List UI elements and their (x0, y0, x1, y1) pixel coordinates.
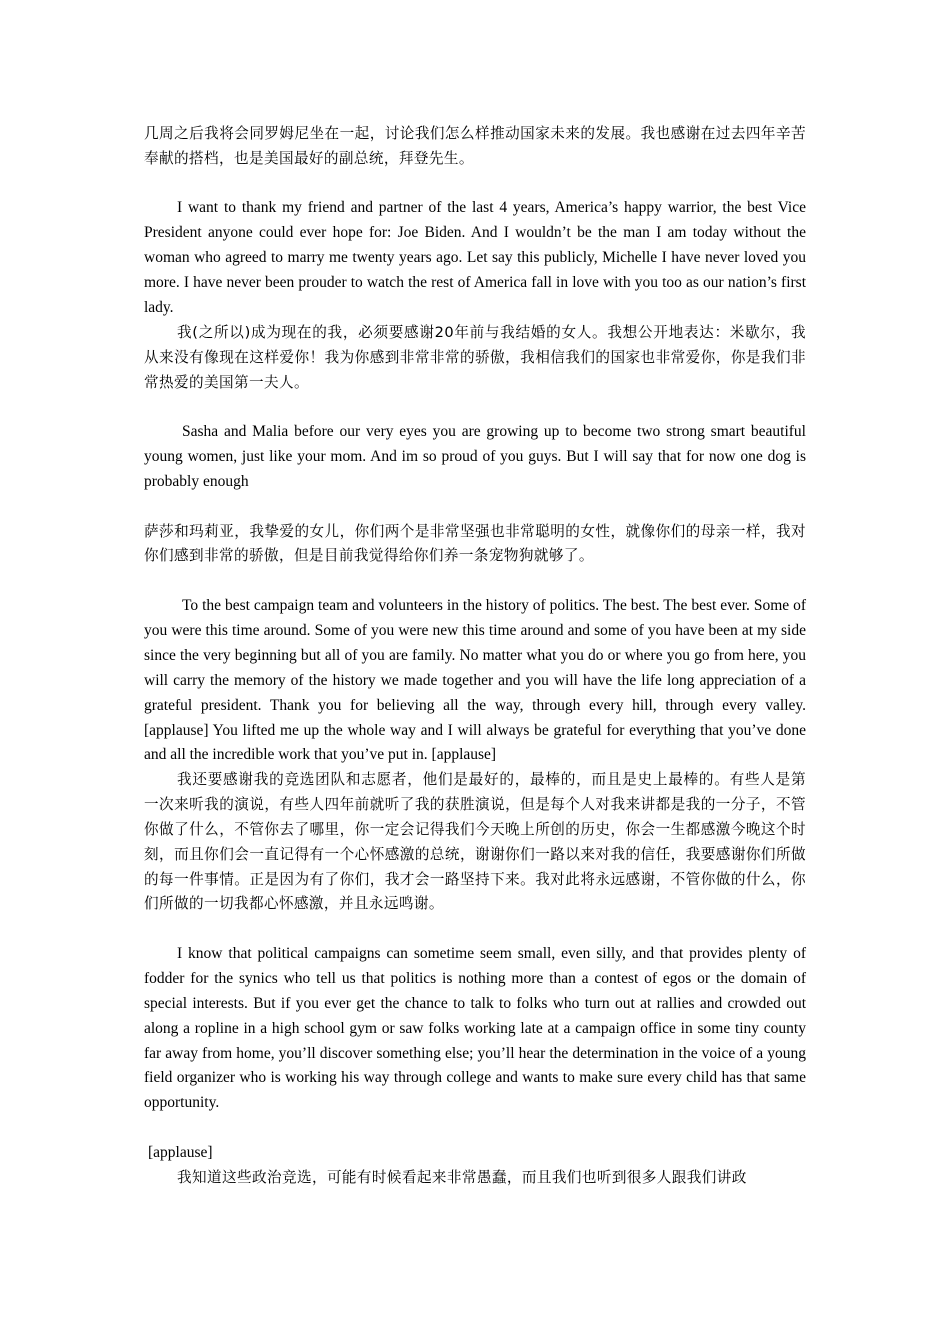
paragraph-zh-7: 我还要感谢我的竞选团队和志愿者，他们是最好的，最棒的，而且是史上最棒的。有些人是第一次来听我的演说，有些人四年前就听了我的获胜演说，但是每个人对我来讲都是我的一分子，不管你做了什么，不管你去了哪里，你一定会记得我们今天晚上所创的历史，你会一生都感激今晚这个时刻，而且你们会一直记得有一个心怀感激的总统，谢谢你们一路以来对我的信任，我要感谢你们所做的每一件事情。正是因为有了你们，我才会一路坚持下来。我对此将永远感谢，不管你做的什么，你们所做的一切我都心怀感激，并且永远鸣谢。 (144, 771, 806, 913)
paragraph-gap (144, 1116, 806, 1141)
paragraph-zh-5: 萨莎和玛莉亚，我挚爱的女儿，你们两个是非常坚强也非常聪明的女性，就像你们的母亲一样，我对你们感到非常的骄傲，但是目前我觉得给你们养一条宠物狗就够了。 (144, 522, 806, 565)
paragraph-zh-3: 我(之所以)成为现在的我，必须要感谢20年前与我结婚的女人。我想公开地表达：米歇尔，我从来没有像现在这样爱你！我为你感到非常非常的骄傲，我相信我们的国家也非常爱你，你是我们非常热爱的美国第一夫人。 (144, 323, 806, 391)
paragraph-gap (144, 172, 806, 197)
paragraph-gap (144, 917, 806, 942)
paragraph-en-8: I know that political campaigns can sometime seem small, even silly, and that provides plenty of fodder for the synics who tell us that politics is nothing more than a contest of egos or the domain of special interests. But if you ever get the chance to talk to folks who turn out at rallies and crowded out along a ropline in a high school gym or saw folks working late at a campaign office in some tiny county far away from home, you’ll discover something else; you’ll hear the determination in the voice of a young field organizer who is working his way through college and wants to make sure every child has that same opportunity. (144, 944, 806, 1112)
paragraph-gap (144, 495, 806, 520)
applause-line: [applause] (148, 1144, 213, 1162)
paragraph-zh-10: 我知道这些政治竞选，可能有时候看起来非常愚蠢，而且我们也听到很多人跟我们讲政 (177, 1168, 747, 1186)
paragraph-en-2: I want to thank my friend and partner of the last 4 years, America’s happy warrior, the best Vice President anyone could ever hope for: Joe Biden. And I wouldn’t be the man I am today without the woman who agreed to marry me twenty years ago. Let say this publicly, Michelle I have never loved you more. I have never been prouder to watch the rest of America fall in love with you too as our nation’s first lady. (144, 199, 806, 317)
document-page (144, 122, 806, 1191)
paragraph-en-6: To the best campaign team and volunteers in the history of politics. The best. The best ever. Some of you were this time around. Some of you were new this time around and some of you have been at my side since the very beginning but all of you are family. No matter what you do or where you go from here, you will carry the memory of the history we made together and you will have the life long appreciation of a grateful president. Thank you for believing all the way, through every hill, through every valley. [applause] You lifted me up the whole way and I will always be grateful for everything that you’ve done and all the incredible work that you’ve put in. [applause] (144, 597, 806, 764)
paragraph-gap (144, 395, 806, 420)
paragraph-zh-1: 几周之后我将会同罗姆尼坐在一起，讨论我们怎么样推动国家未来的发展。我也感谢在过去四年辛苦奉献的搭档，也是美国最好的副总统，拜登先生。 (144, 125, 806, 167)
paragraph-en-4: Sasha and Malia before our very eyes you are growing up to become two strong smart beautiful young women, just like your mom. And im so proud of you guys. But I will say that for now one dog is probably enough (144, 423, 806, 490)
paragraph-gap (144, 569, 806, 594)
